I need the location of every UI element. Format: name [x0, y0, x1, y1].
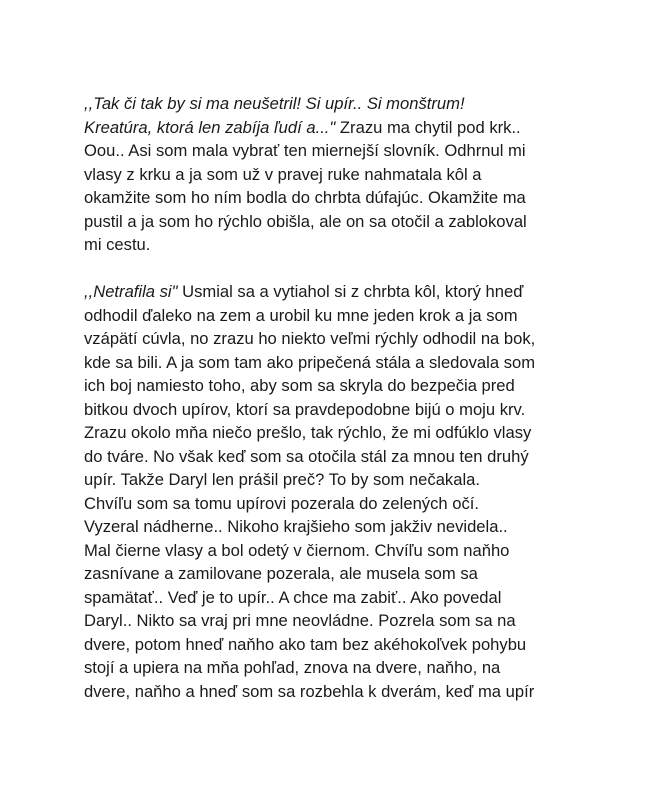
narrative-text: Mal čierne vlasy a bol odetý v čiernom. Chvíľu som naňho	[84, 540, 510, 560]
narrative-text: dvere, potom hneď naňho ako tam bez akéhokoľvek pohybu	[84, 634, 527, 654]
text-line	[84, 609, 584, 633]
text-line	[84, 210, 584, 234]
text-line	[84, 492, 584, 516]
dialogue-text: ,,Tak či tak by si ma neušetril! Si upír.. Si monštrum!	[84, 94, 465, 113]
text-line	[84, 186, 584, 210]
narrative-text: kde sa bili. A ja som tam ako pripečená stála a sledovala som	[84, 352, 536, 372]
text-line	[84, 233, 584, 257]
text-line	[84, 633, 584, 657]
text-line	[84, 562, 584, 586]
narrative-text: stojí a upiera na mňa pohľad, znova na dvere, naňho, na	[84, 658, 501, 677]
text-line	[84, 468, 584, 492]
text-line	[84, 304, 584, 328]
text-line	[84, 139, 584, 163]
text-line	[84, 539, 584, 563]
text-line	[84, 116, 584, 140]
text-line	[84, 374, 584, 398]
text-line	[84, 656, 584, 680]
narrative-text: odhodil ďaleko na zem a urobil ku mne jeden krok a ja som	[84, 305, 518, 325]
text-line	[84, 445, 584, 469]
narrative-text: vzápätí cúvla, no zrazu ho niekto veľmi rýchly odhodil na bok,	[84, 329, 536, 348]
text-line	[84, 515, 584, 539]
text-line	[84, 586, 584, 610]
text-line	[84, 351, 584, 375]
narrative-text: Usmial sa a vytiahol si z chrbta kôl, ktorý hneď	[177, 282, 524, 301]
narrative-text: bitkou dvoch upírov, ktorí sa pravdepodobne bijú o moju krv.	[84, 399, 526, 419]
narrative-text: upír. Takže Daryl len prášil preč? To by som nečakala.	[84, 470, 480, 489]
narrative-text: Vyzeral nádherne.. Nikoho krajšieho som jakživ nevidela..	[84, 517, 508, 536]
text-line	[84, 421, 584, 445]
narrative-text: okamžite som ho ním bodla do chrbta dúfajúc. Okamžite ma	[84, 188, 526, 207]
narrative-text: ich boj namiesto toho, aby som sa skryla do bezpečia pred	[84, 376, 515, 395]
text-line	[84, 163, 584, 187]
narrative-text: dvere, naňho a hneď som sa rozbehla k dverám, keď ma upír	[84, 681, 535, 701]
narrative-text: pustil a ja som ho rýchlo obišla, ale on sa otočil a zablokoval	[84, 211, 527, 231]
text-line	[84, 92, 584, 116]
narrative-text: mi cestu.	[84, 235, 151, 254]
narrative-text: Oou.. Asi som mala vybrať ten miernejší slovník. Odhrnul mi	[84, 141, 526, 160]
text-line	[84, 680, 584, 704]
paragraph-2	[84, 280, 584, 703]
narrative-text: do tváre. No však keď som sa otočila stál za mnou ten druhý	[84, 446, 529, 466]
story-text	[84, 92, 584, 703]
text-line	[84, 327, 584, 351]
narrative-text: zasnívane a zamilovane pozerala, ale musela som sa	[84, 564, 478, 583]
narrative-text: Zrazu ma chytil pod krk..	[335, 117, 521, 137]
dialogue-text: Kreatúra, ktorá len zabíja ľudí a..."	[84, 117, 336, 137]
narrative-text: Chvíľu som sa tomu upírovi pozerala do zelených očí.	[84, 493, 479, 513]
narrative-text: Zrazu okolo mňa niečo prešlo, tak rýchlo, že mi odfúklo vlasy	[84, 423, 532, 442]
paragraph-1	[84, 92, 584, 257]
text-line	[84, 398, 584, 422]
narrative-text: Daryl.. Nikto sa vraj pri mne neovládne. Pozrela som sa na	[84, 611, 516, 630]
narrative-text: spamätať.. Veď je to upír.. A chce ma zabiť.. Ako povedal	[84, 587, 502, 607]
text-line	[84, 280, 584, 304]
dialogue-text: ,,Netrafila si"	[84, 282, 178, 301]
narrative-text: vlasy z krku a ja som už v pravej ruke nahmatala kôl a	[84, 164, 482, 184]
